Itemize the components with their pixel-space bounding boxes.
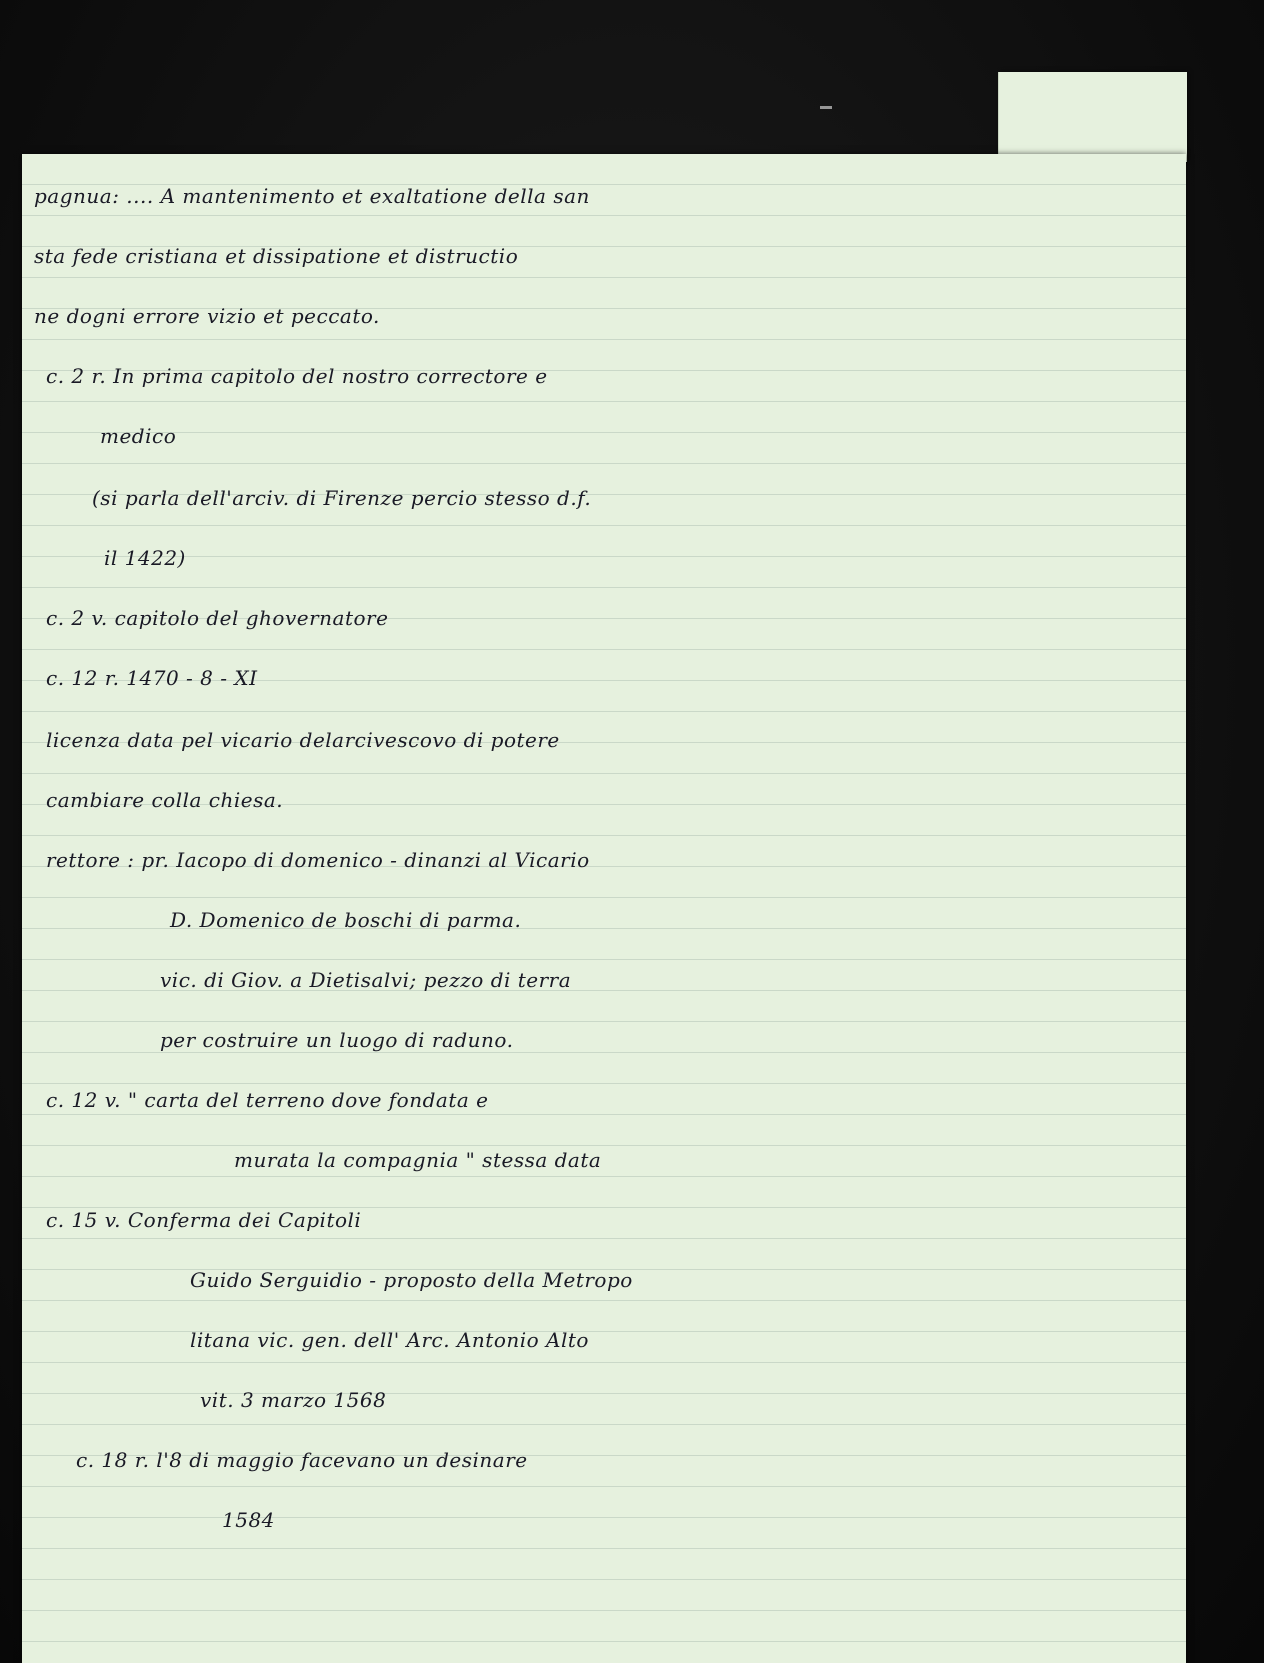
handwritten-line-1: pagnua: .... A mantenimento et exaltatione della san: [34, 184, 590, 208]
handwritten-line-9: c. 12 r. 1470 - 8 - XI: [46, 666, 258, 690]
tab-mark: [820, 106, 832, 109]
handwritten-line-19: Guido Serguidio - proposto della Metropo: [190, 1268, 633, 1292]
handwritten-line-2: sta fede cristiana et dissipatione et distructio: [34, 244, 519, 268]
handwritten-line-22: c. 18 r. l'8 di maggio facevano un desinare: [76, 1448, 528, 1472]
handwritten-line-14: vic. di Giov. a Dietisalvi; pezzo di terra: [160, 968, 572, 992]
handwritten-line-16: c. 12 v. " carta del terreno dove fondata e: [46, 1088, 489, 1112]
handwritten-line-8: c. 2 v. capitolo del ghovernatore: [46, 606, 389, 630]
handwritten-line-10: licenza data pel vicario delarcivescovo di potere: [46, 728, 560, 752]
handwritten-line-5: medico: [100, 424, 177, 448]
handwritten-line-23: 1584: [222, 1508, 275, 1532]
handwritten-line-13: D. Domenico de boschi di parma.: [170, 908, 522, 932]
handwritten-line-4: c. 2 r. In prima capitolo del nostro correctore e: [46, 364, 548, 388]
handwritten-line-17: murata la compagnia " stessa data: [234, 1148, 602, 1172]
handwritten-line-3: ne dogni errore vizio et peccato.: [34, 304, 380, 328]
handwritten-line-12: rettore : pr. Iacopo di domenico - dinanzi al Vicario: [46, 848, 590, 872]
handwritten-line-7: il 1422): [104, 546, 186, 570]
handwritten-line-21: vit. 3 marzo 1568: [200, 1388, 387, 1412]
handwritten-line-20: litana vic. gen. dell' Arc. Antonio Alto: [190, 1328, 589, 1352]
handwritten-line-18: c. 15 v. Conferma dei Capitoli: [46, 1208, 362, 1232]
handwritten-line-11: cambiare colla chiesa.: [46, 788, 284, 812]
lined-paper-sheet: [22, 154, 1186, 1663]
handwritten-line-15: per costruire un luogo di raduno.: [160, 1028, 514, 1052]
handwritten-line-6: (si parla dell'arciv. di Firenze percio stesso d.f.: [92, 486, 592, 510]
paper-tab: [998, 72, 1187, 162]
